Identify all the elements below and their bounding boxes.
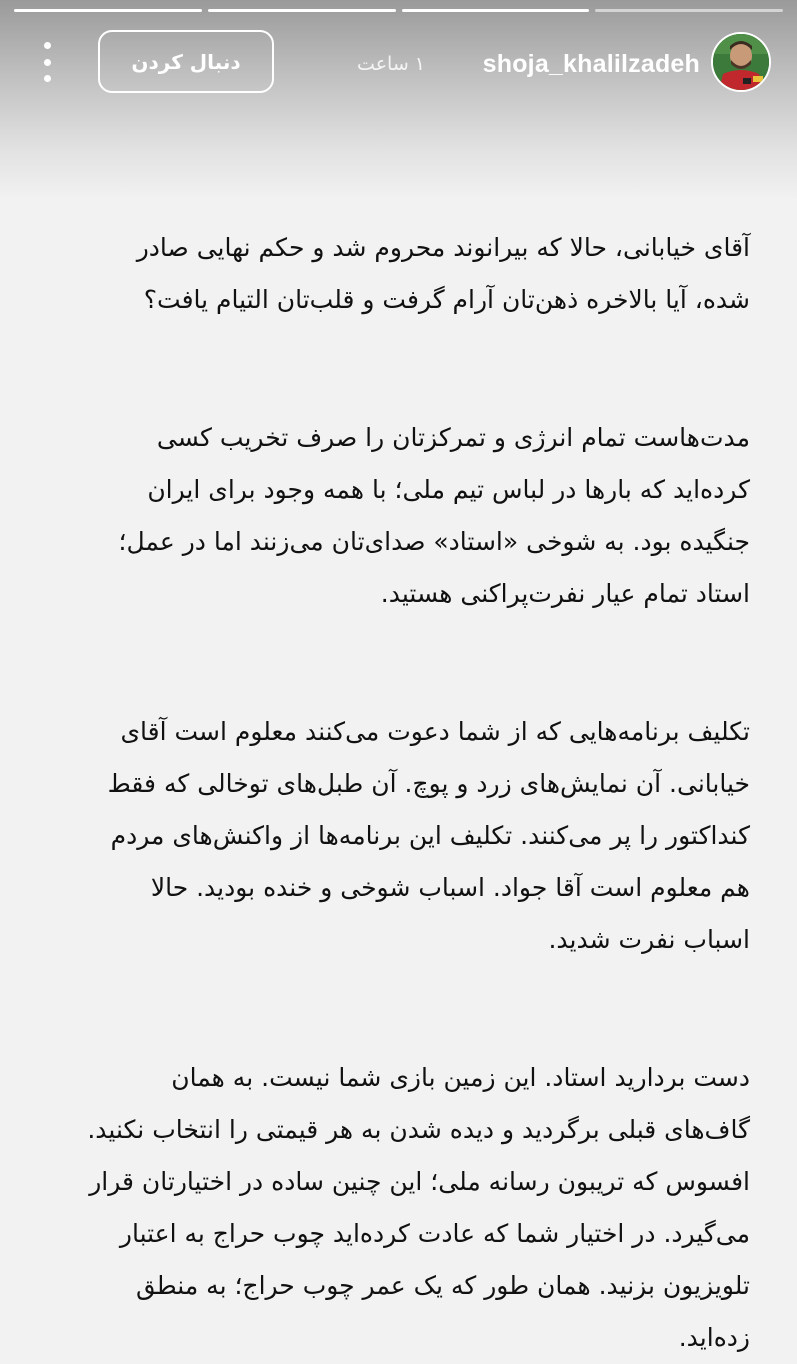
follow-button[interactable]: دنبال کردن <box>98 30 274 93</box>
story-progress-bar <box>14 9 783 12</box>
story-text-content <box>84 222 750 1364</box>
username[interactable]: shoja_khalilzadeh <box>482 50 700 78</box>
story-header <box>0 30 797 96</box>
paragraph: تکلیف برنامه‌هایی که از شما دعوت می‌کنند معلوم است آقای خیابانی. آن نمایش‌های زرد و پوچ. آن طبل‌های توخالی که فقط کنداکتور را پر می‌کنند. تکلیف این برنامه‌ها از واکنش‌های مردم هم معلوم است آقا جواد. اسباب شوخی و خنده بودید. حالا اسباب نفرت شدید. <box>107 717 750 954</box>
more-dot <box>44 75 51 82</box>
progress-segment <box>208 9 396 12</box>
paragraph: دست بردارید استاد. این زمین بازی شما نیست. به همان گاف‌های قبلی برگردید و دیده شدن به هر قیمتی را انتخاب نکنید. افسوس که تریبون رسانه ملی؛ این چنین ساده در اختیارتان قرار می‌گیرد. در اختیار شما که عادت کرده‌اید چوب حراج به اعتبار تلویزیون بزنید. همان طور که یک عمر چوب حراج؛ به منطق زده‌اید. <box>87 1063 750 1352</box>
progress-segment-active <box>402 9 590 12</box>
progress-segment <box>14 9 202 12</box>
profile-avatar-icon <box>713 34 769 90</box>
more-dot <box>44 42 51 49</box>
avatar[interactable] <box>711 32 771 92</box>
progress-segment <box>595 9 783 12</box>
more-dot <box>44 59 51 66</box>
paragraph: مدت‌هاست تمام انرژی و تمرکزتان را صرف تخریب کسی کرده‌اید که بارها در لباس تیم ملی؛ با همه وجود برای ایران جنگیده بود. به شوخی «استاد» صدای‌تان می‌زنند اما در عمل؛ استاد تمام عیار نفرت‌پراکنی هستید. <box>118 423 750 608</box>
timestamp: ۱ ساعت <box>357 53 425 75</box>
paragraph: آقای خیابانی، حالا که بیرانوند محروم شد و حکم نهایی صادر شده، آیا بالاخره ذهن‌تان آرام گرفت و قلب‌تان التیام یافت؟ <box>136 233 750 314</box>
more-vertical-icon[interactable] <box>32 42 62 82</box>
